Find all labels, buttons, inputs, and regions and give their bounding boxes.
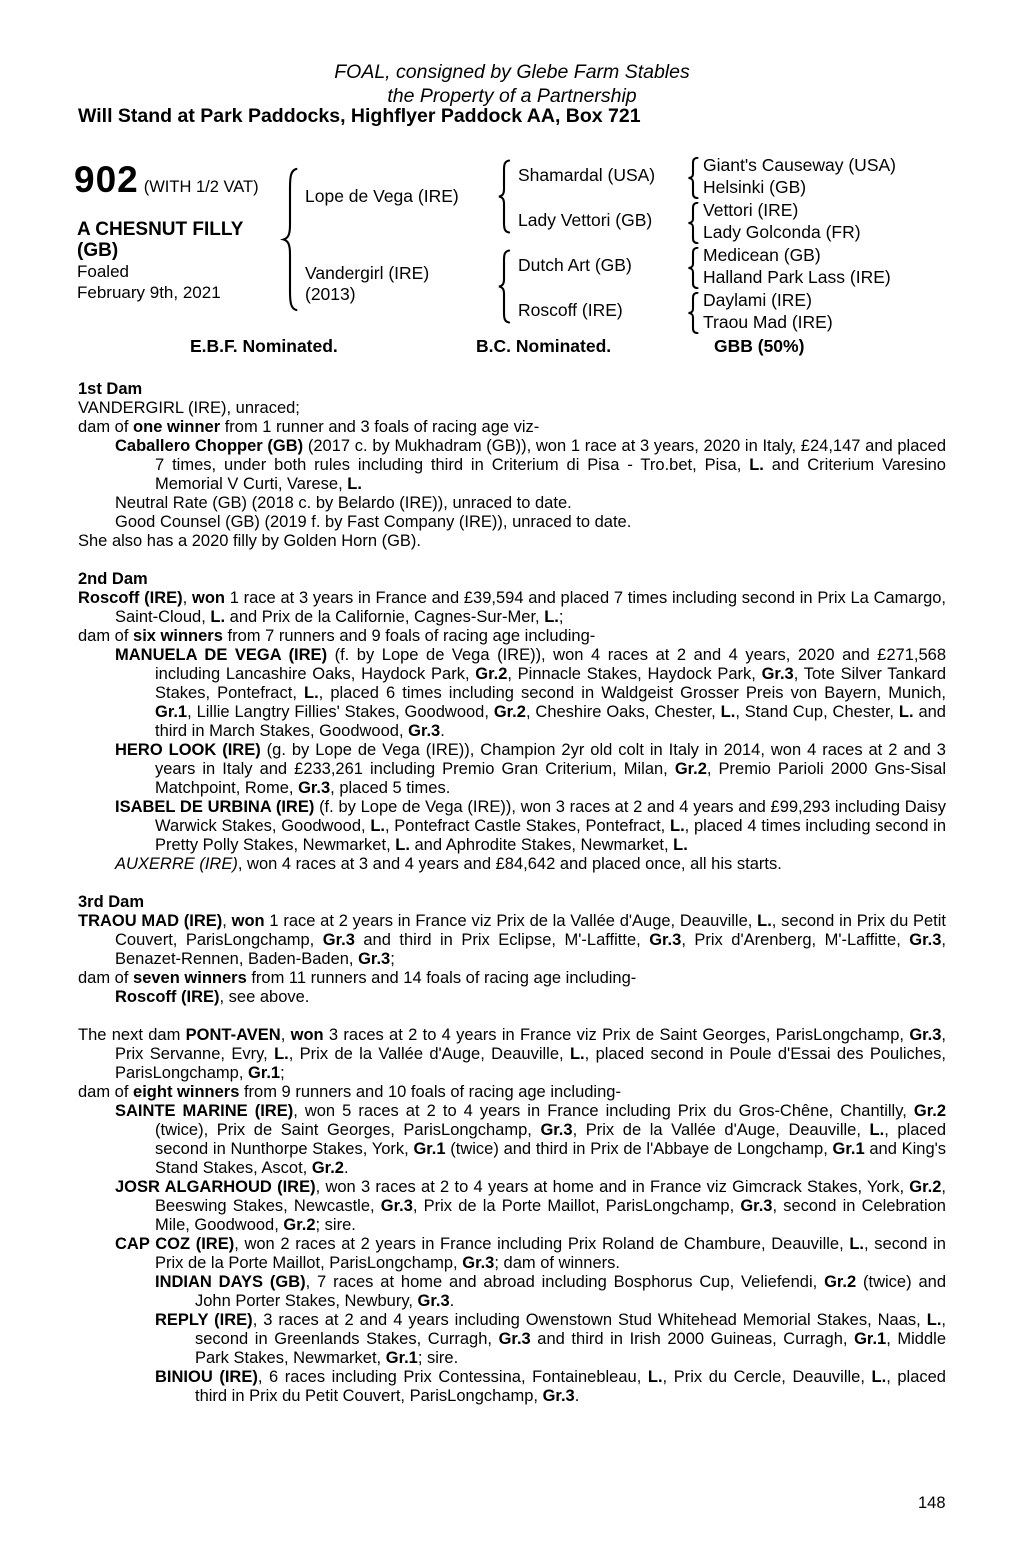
damsire-name: Dutch Art (GB)	[518, 255, 632, 275]
page-number: 148	[918, 1494, 946, 1512]
text-run: L.	[647, 1368, 663, 1386]
foaled-label: Foaled	[77, 262, 129, 281]
text-run: , placed third in Prix du Petit Couvert, ParisLongchamp,	[195, 1368, 946, 1405]
text-run: , 7 races at home and abroad including Bosphorus Cup, Veliefendi,	[305, 1273, 825, 1291]
text-run: and Prix de la Californie, Cagnes-Sur-Mer,	[225, 608, 545, 626]
text-run: Gr.2	[913, 1102, 947, 1120]
text-run: Gr.3	[761, 665, 794, 683]
text-run: Gr.2	[475, 665, 508, 683]
dam-name	[305, 263, 429, 305]
dam-section-heading: 1st Dam	[78, 380, 143, 398]
pedigree-paragraph	[78, 741, 946, 798]
text-run: 1 race at 2 years in France viz Prix de la Vallée d'Auge, Deauville,	[264, 912, 758, 930]
text-run: L.	[869, 1121, 885, 1139]
text-run: and third in Prix Eclipse, M'-Laffitte,	[354, 931, 650, 949]
sire-dam-brace	[280, 166, 300, 313]
text-run: , won 5 races at 2 to 4 years in France including Prix du Gros-Chêne, Chantilly,	[293, 1102, 914, 1120]
text-run: Gr.3	[322, 931, 355, 949]
text-run: Gr.3	[740, 1197, 773, 1215]
lot-number: 902	[74, 159, 139, 200]
text-run: from 1 runner and 3 foals of racing age viz-	[220, 418, 540, 436]
text-run: 1 race at 3 years in France and £39,594 and placed 7 times including second in Prix La Camargo, Saint-Cloud,	[115, 589, 947, 626]
text-run: , won 3 races at 2 to 4 years at home and in France viz Gimcrack Stakes, York,	[315, 1178, 910, 1196]
bc-nomination: B.C. Nominated.	[476, 336, 612, 356]
text-run: Gr.3	[498, 1330, 531, 1348]
text-run: L.	[670, 817, 685, 835]
text-run: BINIOU (IRE)	[155, 1368, 258, 1386]
text-run: Caballero Chopper (GB)	[115, 437, 304, 455]
pedigree-paragraph	[78, 532, 946, 551]
text-run: L.	[720, 703, 736, 721]
text-run: Gr.1	[854, 1330, 887, 1348]
text-run: , won 2 races at 2 years in France including Prix Roland de Chambure, Deauville,	[234, 1235, 850, 1253]
text-run: TRAOU MAD (IRE)	[78, 912, 223, 930]
text-run: one winner	[133, 418, 221, 436]
text-run: , Cheshire Oaks, Chester,	[525, 703, 721, 721]
consignor-line: FOAL, consigned by Glebe Farm Stables	[334, 61, 690, 83]
text-run: dam of	[78, 418, 134, 436]
dam-year: (2013)	[305, 284, 356, 304]
pedigree-paragraph	[78, 1273, 946, 1311]
text-run: six winners	[133, 627, 223, 645]
granddam-name: Lady Vettori (GB)	[518, 210, 653, 230]
text-run: She also has a 2020 filly by Golden Horn (GB).	[78, 532, 422, 550]
dam-section-heading: 2nd Dam	[78, 570, 148, 588]
pedigree-paragraph	[78, 437, 946, 494]
text-run: , won 4 races at 3 and 4 years and £84,642 and placed once, all his starts.	[237, 855, 782, 873]
text-run: (twice) and John Porter Stakes, Newbury,	[195, 1273, 946, 1310]
text-run: L.	[274, 1045, 289, 1063]
text-run: INDIAN DAYS (GB)	[155, 1273, 306, 1291]
pedigree-paragraph	[78, 798, 946, 855]
stand-location-line: Will Stand at Park Paddocks, Highflyer Paddock AA, Box 721	[78, 105, 641, 127]
lot-description: A CHESNUT FILLY (GB)	[77, 219, 244, 261]
sire-parents-brace	[496, 159, 512, 234]
text-run: , placed 5 times.	[330, 779, 451, 797]
ancestor-name: Lady Golconda (FR)	[703, 222, 861, 242]
ebf-nomination: E.B.F. Nominated.	[190, 336, 338, 356]
lot-vat-note: (WITH 1/2 VAT)	[143, 178, 259, 196]
lot-header	[74, 159, 259, 201]
text-run: PONT-AVEN	[185, 1026, 281, 1044]
text-run: Roscoff (IRE)	[115, 988, 220, 1006]
text-run: Roscoff (IRE)	[78, 589, 183, 607]
text-run: Neutral Rate (GB) (2018 c. by Belardo (IRE)), unraced to date.	[115, 494, 572, 512]
text-run: Gr.3	[649, 931, 682, 949]
text-run: Gr.3	[380, 1197, 413, 1215]
ggp-brace-2	[686, 202, 700, 244]
text-run: , Prix de la Vallée d'Auge, Deauville,	[288, 1045, 570, 1063]
text-run: ISABEL DE URBINA (IRE)	[115, 798, 315, 816]
text-run: .	[343, 1159, 349, 1177]
text-run: ; sire.	[315, 1216, 356, 1234]
pedigree-paragraph	[78, 1102, 946, 1178]
text-run: L.	[871, 1368, 887, 1386]
text-run: , Prix de la Porte Maillot, ParisLongchamp,	[412, 1197, 741, 1215]
pedigree-paragraph	[78, 627, 946, 646]
ancestor-name: Giant's Causeway (USA)	[703, 155, 896, 175]
ggp-brace-4	[686, 292, 700, 334]
text-run: Gr.3	[358, 950, 391, 968]
text-run: , placed second in Poule d'Essai des Pouliches, ParisLongchamp,	[115, 1045, 946, 1082]
text-run: and Criterium Varesino Memorial V Curti, Varese,	[155, 456, 946, 493]
text-run: (twice), Prix de Saint Georges, ParisLongchamp,	[155, 1121, 541, 1139]
ggp-brace-3	[686, 247, 700, 289]
pedigree-paragraph	[78, 1178, 946, 1235]
text-run: , Premio Parioli 2000 Gns-Sisal Matchpoint, Rome,	[155, 760, 947, 797]
text-run: , Tote Silver Tankard Stakes, Pontefract,	[155, 665, 947, 702]
dam-section	[78, 380, 946, 551]
text-run: , placed 6 times including second in Waldgeist Grosser Preis von Bayern, Munich,	[318, 684, 946, 702]
dam-section	[78, 1026, 946, 1406]
text-run: , 3 races at 2 and 4 years including Owenstown Stud Whitehead Memorial Stakes, Naas,	[252, 1311, 927, 1329]
text-run: , Prix du Cercle, Deauville,	[662, 1368, 872, 1386]
text-run: ; dam of winners.	[494, 1254, 620, 1272]
grandsire-name: Shamardal (USA)	[518, 165, 656, 185]
gbb-badge: GBB (50%)	[714, 336, 805, 356]
text-run: won	[231, 912, 265, 930]
text-run: VANDERGIRL (IRE), unraced;	[78, 399, 300, 417]
pedigree-paragraph	[78, 1083, 946, 1102]
text-run: from 9 runners and 10 foals of racing age including-	[239, 1083, 621, 1101]
text-run: , Pontefract Castle Stakes, Pontefract,	[384, 817, 670, 835]
text-run: Gr.2	[311, 1159, 344, 1177]
text-run: HERO LOOK (IRE)	[115, 741, 261, 759]
pedigree-paragraph	[78, 1026, 946, 1083]
text-run: from 11 runners and 14 foals of racing age including-	[246, 969, 637, 987]
pedigree-paragraph	[78, 418, 946, 437]
text-run: , Lillie Langtry Fillies' Stakes, Goodwood,	[187, 703, 494, 721]
text-run: ;	[280, 1064, 285, 1082]
pedigree-paragraph	[78, 589, 946, 627]
text-run: Good Counsel (GB) (2019 f. by Fast Company (IRE)), unraced to date.	[115, 513, 632, 531]
text-run: REPLY (IRE)	[155, 1311, 253, 1329]
text-run: L.	[544, 608, 559, 626]
pedigree-paragraph	[78, 399, 946, 418]
text-run: .	[574, 1387, 580, 1405]
text-run: ; sire.	[417, 1349, 459, 1367]
text-run: .	[449, 1292, 455, 1310]
dam-section	[78, 893, 946, 1007]
text-run: Gr.1	[385, 1349, 418, 1367]
property-line: the Property of a Partnership	[387, 85, 637, 107]
ggp-brace-1	[686, 157, 700, 199]
text-run: The next dam	[78, 1026, 186, 1044]
text-run: ,	[222, 912, 232, 930]
text-run: , Prix Servanne, Evry,	[115, 1026, 947, 1063]
text-run: dam of	[78, 1083, 134, 1101]
pedigree-paragraph	[78, 1368, 946, 1406]
pedigree-paragraph	[78, 513, 946, 532]
text-run: from 7 runners and 9 foals of racing age including-	[222, 627, 596, 645]
text-run: and third in March Stakes, Goodwood,	[155, 703, 946, 740]
text-run: ,	[280, 1026, 291, 1044]
foaled-date: February 9th, 2021	[77, 283, 221, 302]
text-run: L.	[757, 912, 772, 930]
text-run: (g. by Lope de Vega (IRE)), Champion 2yr old colt in Italy in 2014, won 4 races at 2 and 3 years in Italy and £233,261 including Premio Gran Criterium, Milan,	[155, 741, 946, 778]
pedigree-text	[78, 380, 946, 1406]
text-run: Gr.3	[909, 931, 942, 949]
text-run: (twice) and third in Prix de l'Abbaye de Longchamp,	[445, 1140, 833, 1158]
text-run: won	[191, 589, 225, 607]
text-run: , second in Prix de la Porte Maillot, ParisLongchamp,	[155, 1235, 946, 1272]
text-run: SAINTE MARINE (IRE)	[115, 1102, 294, 1120]
text-run: ,	[182, 589, 192, 607]
text-run: MANUELA DE VEGA (IRE)	[115, 646, 328, 664]
text-run: and third in Irish 2000 Guineas, Curragh,	[530, 1330, 855, 1348]
text-run: , second in Celebration Mile, Goodwood,	[155, 1197, 946, 1234]
text-run: , see above.	[219, 988, 310, 1006]
text-run: L.	[673, 836, 688, 854]
dam-section-heading: 3rd Dam	[78, 893, 145, 911]
text-run: Gr.3	[542, 1387, 575, 1405]
text-run: , Prix de la Vallée d'Auge, Deauville,	[572, 1121, 870, 1139]
pedigree-paragraph	[78, 988, 946, 1007]
text-run: dam of	[78, 627, 134, 645]
text-run: , placed 4 times including second in Pretty Polly Stakes, Newmarket,	[155, 817, 946, 854]
ancestor-name: Traou Mad (IRE)	[703, 312, 833, 332]
dam-name-line: Vandergirl (IRE)	[305, 263, 430, 283]
text-run: Gr.1	[832, 1140, 865, 1158]
pedigree-paragraph	[78, 1235, 946, 1273]
text-run: ;	[390, 950, 395, 968]
text-run: , 6 races including Prix Contessina, Fontainebleau,	[257, 1368, 648, 1386]
text-run: Gr.1	[248, 1064, 281, 1082]
text-run: , second in Prix du Petit Couvert, ParisLongchamp,	[115, 912, 947, 949]
text-run: eight winners	[133, 1083, 240, 1101]
text-run: Gr.3	[540, 1121, 573, 1139]
text-run: seven winners	[133, 969, 247, 987]
text-run: ;	[558, 608, 564, 626]
text-run: , Beeswing Stakes, Newcastle,	[155, 1178, 946, 1215]
text-run: L.	[395, 836, 410, 854]
text-run: L.	[926, 1311, 942, 1329]
text-run: , Prix d'Arenberg, M'-Laffitte,	[681, 931, 910, 949]
text-run: Gr.1	[413, 1140, 446, 1158]
pedigree-paragraph	[78, 494, 946, 513]
text-run: (2017 c. by Mukhadram (GB)), won 1 race at 3 years, 2020 in Italy, £24,147 and placed 7 times, under both rules including third in Criterium di Pisa - Tro.bet, Pisa,	[155, 437, 946, 474]
text-run: , placed second in Nunthorpe Stakes, York,	[155, 1121, 947, 1158]
text-run: (f. by Lope de Vega (IRE)), won 4 races at 2 and 4 years, 2020 and £271,568 including Lancashire Oaks, Haydock Park,	[155, 646, 946, 683]
ancestor-name: Helsinki (GB)	[703, 177, 807, 197]
text-run: dam of	[78, 969, 134, 987]
text-run: AUXERRE (IRE)	[115, 855, 238, 873]
text-run: Gr.3	[909, 1026, 942, 1044]
dam-parents-brace	[496, 249, 512, 324]
text-run: Gr.1	[155, 703, 188, 721]
text-run: Gr.2	[283, 1216, 316, 1234]
text-run: Gr.3	[298, 779, 331, 797]
text-run: , Stand Cup, Chester,	[735, 703, 899, 721]
text-run: , second in Greenlands Stakes, Curragh,	[195, 1311, 947, 1348]
text-run: won	[290, 1026, 324, 1044]
text-run: , Pinnacle Stakes, Haydock Park,	[507, 665, 762, 683]
pedigree-paragraph	[78, 969, 946, 988]
dam-section	[78, 570, 946, 874]
text-run: Gr.2	[824, 1273, 857, 1291]
text-run: and Aphrodite Stakes, Newmarket,	[409, 836, 674, 854]
sire-name: Lope de Vega (IRE)	[305, 186, 459, 206]
text-run: JOSR ALGARHOUD (IRE)	[115, 1178, 316, 1196]
text-run: Gr.3	[417, 1292, 450, 1310]
text-run: .	[440, 722, 445, 740]
text-run: Gr.3	[462, 1254, 495, 1272]
ancestor-name: Halland Park Lass (IRE)	[703, 267, 891, 287]
text-run: Gr.3	[408, 722, 441, 740]
ancestor-name: Vettori (IRE)	[703, 200, 799, 220]
pedigree-paragraph	[78, 912, 946, 969]
text-run: Gr.2	[493, 703, 526, 721]
text-run: L.	[210, 608, 226, 626]
text-run: L.	[304, 684, 319, 702]
text-run: L.	[370, 817, 385, 835]
text-run: 3 races at 2 to 4 years in France viz Prix de Saint Georges, ParisLongchamp,	[323, 1026, 910, 1044]
text-run: , Middle Park Stakes, Newmarket,	[195, 1330, 946, 1367]
text-run: L.	[849, 1235, 865, 1253]
pedigree-paragraph	[78, 1311, 946, 1368]
text-run: L.	[898, 703, 914, 721]
text-run: Gr.2	[909, 1178, 942, 1196]
ancestor-name: Medicean (GB)	[703, 245, 821, 265]
damdam-name: Roscoff (IRE)	[518, 300, 623, 320]
text-run: L.	[749, 456, 764, 474]
text-run: and King's Stand Stakes, Ascot,	[155, 1140, 947, 1177]
pedigree-paragraph	[78, 646, 946, 741]
ancestor-name: Daylami (IRE)	[703, 290, 812, 310]
text-run: , Benazet-Rennen, Baden-Baden,	[115, 931, 946, 968]
text-run: CAP COZ (IRE)	[115, 1235, 235, 1253]
text-run: L.	[347, 475, 362, 493]
text-run: L.	[569, 1045, 585, 1063]
text-run: (f. by Lope de Vega (IRE)), won 3 races at 2 and 4 years and £99,293 including Daisy Warwick Stakes, Goodwood,	[155, 798, 946, 835]
pedigree-paragraph	[78, 855, 946, 874]
text-run: Gr.2	[674, 760, 707, 778]
